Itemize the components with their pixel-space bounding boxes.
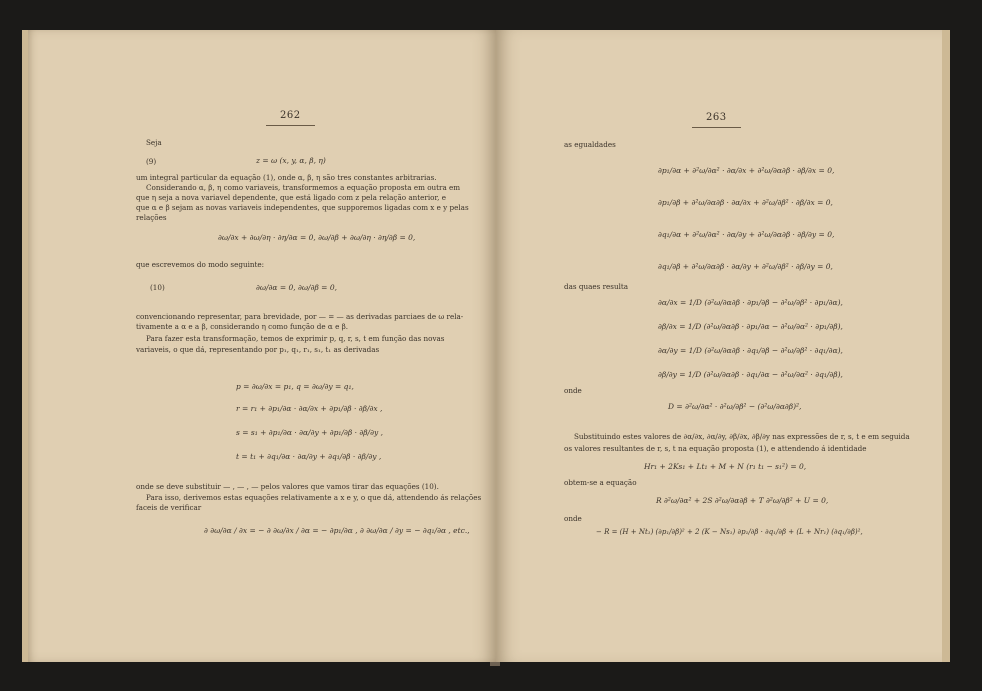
equality-4: ∂q₁/∂β + ∂²ω/∂α∂β · ∂α/∂y + ∂²ω/∂β² · ∂β/∂y = 0,: [658, 262, 833, 271]
identity-equation: Hr₁ + 2Ks₁ + Lt₁ + M + N (r₁ t₁ − s₁²) = 0,: [644, 462, 807, 471]
text-line: Seja: [146, 138, 162, 147]
equality-2: ∂p₁/∂β + ∂²ω/∂α∂β · ∂α/∂x + ∂²ω/∂β² · ∂β/∂x = 0,: [658, 198, 833, 207]
text-line: Para fazer esta transformação, temos de exprimir p, q, r, s, t em função das novas: [146, 334, 445, 343]
text-line: que η seja a nova variavel dependente, que está ligado com z pela relação anterior, e: [136, 193, 446, 202]
result-1: ∂α/∂x = 1/D (∂²ω/∂α∂β · ∂p₁/∂β − ∂²ω/∂β² · ∂p₁/∂α),: [658, 298, 843, 307]
result-2: ∂β/∂x = 1/D (∂²ω/∂α∂β · ∂p₁/∂α − ∂²ω/∂α² · ∂p₁/∂β),: [658, 322, 843, 331]
equation-9: z = ω (x, y, α, β, η): [256, 156, 326, 165]
equation-s: s = s₁ + ∂p₁/∂α · ∂α/∂y + ∂p₁/∂β · ∂β/∂y ,: [236, 428, 383, 437]
text-line: Substituindo estes valores de ∂α/∂x, ∂α/∂y, ∂β/∂x, ∂β/∂y nas expressões de r, s, t e em seguida: [574, 432, 910, 441]
text-line: onde: [564, 386, 582, 395]
text-line: das quaes resulta: [564, 282, 629, 291]
equation-10: ∂ω/∂α = 0, ∂ω/∂β = 0,: [256, 283, 337, 292]
right-page: [496, 30, 950, 662]
text-line: que escrevemos do modo seguinte:: [136, 260, 265, 269]
text-line: que α e β sejam as novas variaveis independentes, que supporemos ligadas com x e y pelas: [136, 203, 469, 212]
main-equation: R ∂²ω/∂α² + 2S ∂²ω/∂α∂β + T ∂²ω/∂β² + U = 0,: [656, 496, 829, 505]
equation-p-q: p = ∂ω/∂x = p₁, q = ∂ω/∂y = q₁,: [236, 382, 354, 391]
result-3: ∂α/∂y = 1/D (∂²ω/∂α∂β · ∂q₁/∂β − ∂²ω/∂β² · ∂q₁/∂α),: [658, 346, 843, 355]
equation-t: t = t₁ + ∂q₁/∂α · ∂α/∂y + ∂q₁/∂β · ∂β/∂y ,: [236, 452, 382, 461]
text-line: convencionando representar, para brevidade, por — = — as derivadas parciaes de ω rela-: [136, 312, 464, 321]
result-4: ∂β/∂y = 1/D (∂²ω/∂α∂β · ∂q₁/∂α − ∂²ω/∂α² · ∂q₁/∂β),: [658, 370, 843, 379]
relations-equation: ∂ω/∂x + ∂ω/∂η · ∂η/∂α = 0, ∂ω/∂β + ∂ω/∂η · ∂η/∂β = 0,: [218, 233, 416, 242]
text-line: Para isso, derivemos estas equações relativamente a x e y, o que dá, attendendo ás relações: [146, 493, 482, 502]
equality-1: ∂p₁/∂α + ∂²ω/∂α² · ∂α/∂x + ∂²ω/∂α∂β · ∂β/∂x = 0,: [658, 166, 835, 175]
text-line: Considerando α, β, η como variaveis, transformemos a equação proposta em outra em: [146, 183, 461, 192]
page-number: 262: [280, 110, 301, 121]
text-line: obtem-se a equação: [564, 478, 637, 487]
text-line: onde se deve substituir — , — , — pelos valores que vamos tirar das equações (10).: [136, 482, 439, 491]
text-line: os valores resultantes de r, s, t na equação proposta (1), e attendendo á identidade: [564, 444, 867, 453]
text-line: faceis de verificar: [136, 503, 202, 512]
equation-label: (10): [150, 283, 165, 292]
text-line: variaveis, o que dá, representando por p₁, q₁, r₁, s₁, t₁ as derivadas: [136, 345, 380, 354]
text-line: onde: [564, 514, 582, 523]
equality-3: ∂q₁/∂α + ∂²ω/∂α² · ∂α/∂y + ∂²ω/∂α∂β · ∂β/∂y = 0,: [658, 230, 835, 239]
final-equation: ∂ ∂ω/∂α / ∂x = − ∂ ∂ω/∂x / ∂α = − ∂p₁/∂α , ∂ ∂ω/∂α / ∂y = − ∂q₁/∂α , etc.,: [204, 526, 470, 535]
text-line: as egualdades: [564, 140, 616, 149]
text-line: tivamente a α e a β, considerando η como função de α e β.: [136, 322, 349, 331]
equation-D: D = ∂²ω/∂α² · ∂²ω/∂β² − (∂²ω/∂α∂β)²,: [668, 402, 802, 411]
equation-R: − R = (H + Nt₁) (∂p₁/∂β)² + 2 (K − Ns₁) ∂p₁/∂β · ∂q₁/∂β + (L + Nr₁) (∂q₁/∂β)²,: [596, 528, 863, 536]
page-number: 263: [706, 112, 727, 123]
equation-r: r = r₁ + ∂p₁/∂α · ∂α/∂x + ∂p₁/∂β · ∂β/∂x ,: [236, 404, 383, 413]
equation-label: (9): [146, 157, 157, 166]
text-line: relações: [136, 213, 167, 222]
left-page: [22, 30, 496, 662]
text-line: um integral particular da equação (1), onde α, β, η são tres constantes arbitrarias.: [136, 173, 437, 182]
